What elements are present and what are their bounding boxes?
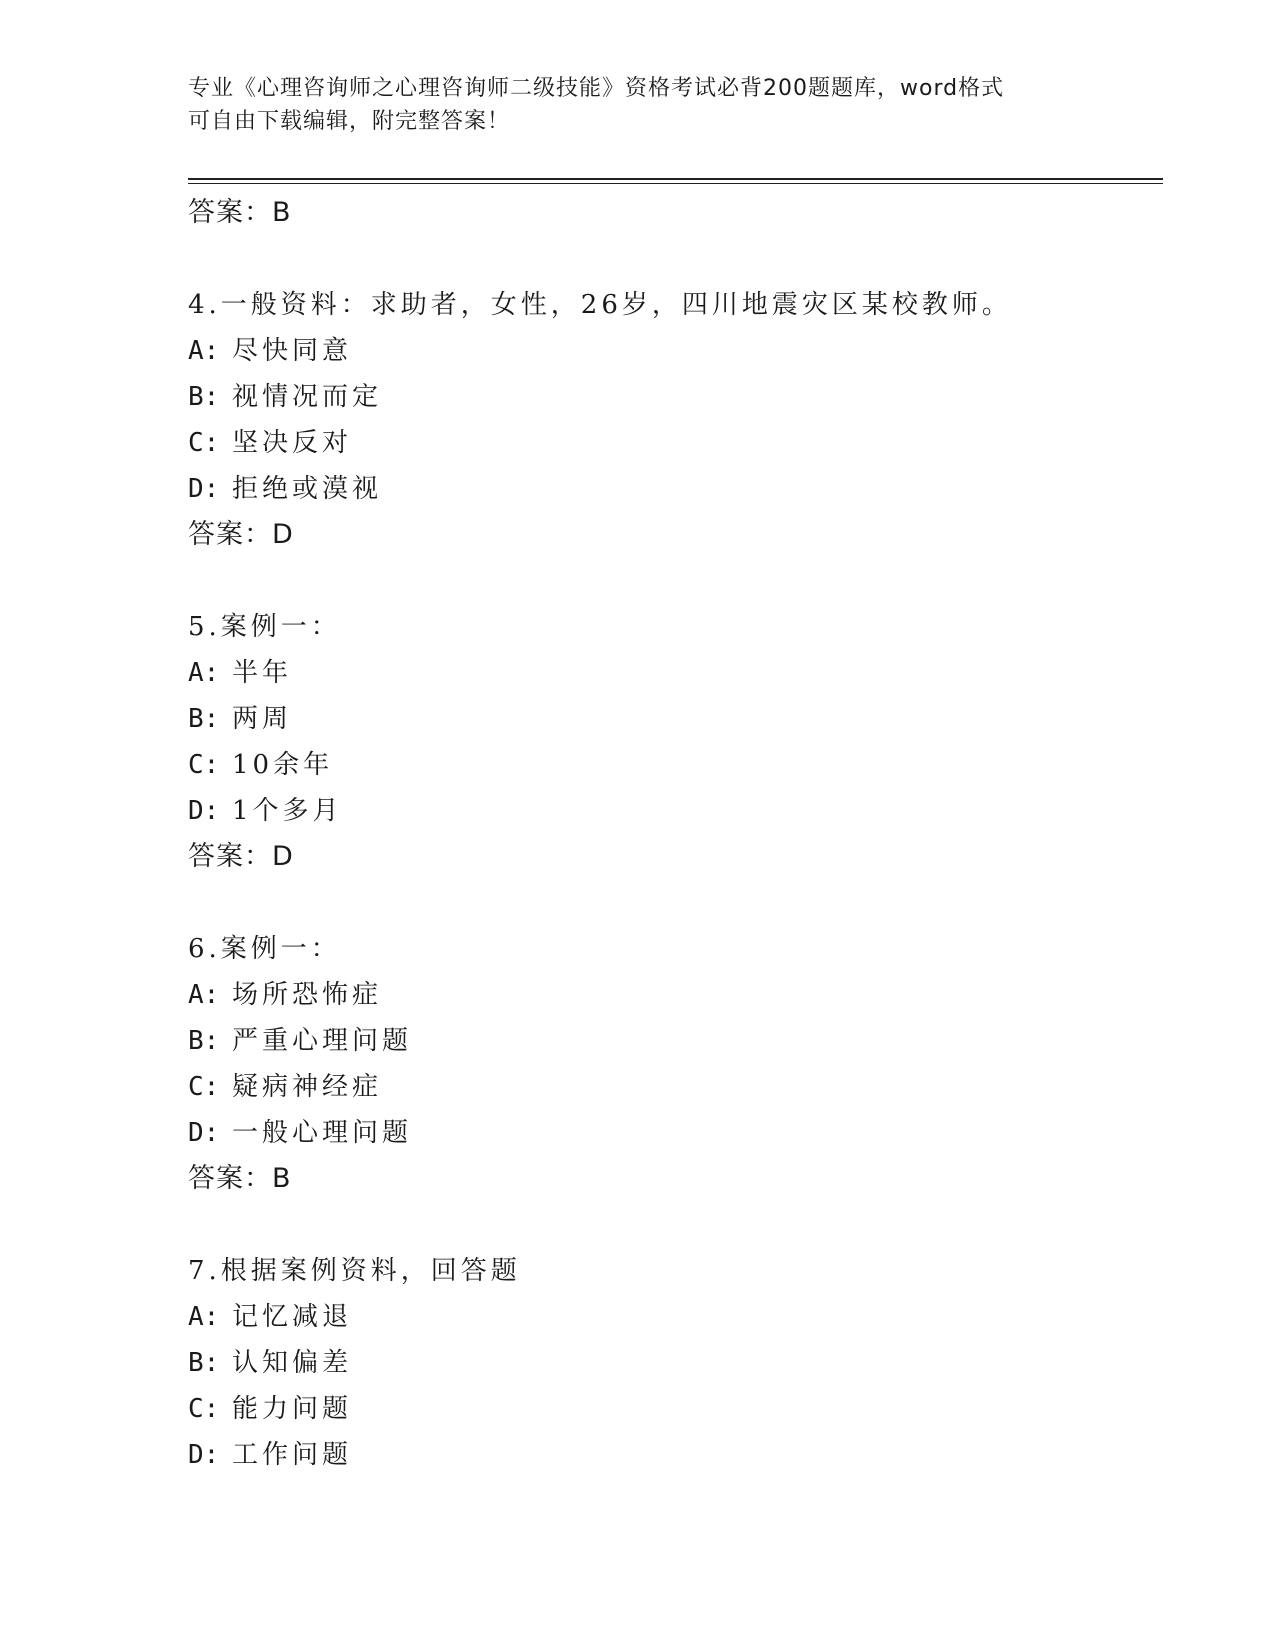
option-a [188,972,1138,1018]
option-b [188,1340,1138,1386]
option-c [188,1064,1138,1110]
spacer [188,236,1138,282]
option-letter: A: [188,336,220,366]
option-letter: C: [188,1072,220,1102]
answer-value: D [272,841,294,872]
option-b [188,696,1138,742]
option-c [188,420,1138,466]
option-a [188,1294,1138,1340]
answer-label: 答案： [188,197,272,228]
question-stem: 6.案例一： [188,934,341,964]
question-block [188,1248,1138,1478]
option-letter: B: [188,1348,220,1378]
header-divider-thick [188,178,1163,180]
option-d [188,466,1138,512]
option-text: 1个多月 [232,796,343,826]
answer-label: 答案： [188,1163,272,1194]
option-d [188,1110,1138,1156]
question-block [188,926,1138,1248]
header-line-1: 专业《心理咨询师之心理咨询师二级技能》资格考试必背200题题库，word格式 [188,76,1005,101]
spacer [188,880,1138,926]
header-divider-thin [188,183,1163,184]
option-text: 坚决反对 [232,428,353,458]
header-line-2: 可自由下载编辑，附完整答案！ [188,109,511,134]
option-text: 两周 [232,704,293,734]
answer-value: B [272,1163,292,1194]
question-stem: 7.根据案例资料，回答题 [188,1256,521,1286]
option-text: 工作问题 [232,1440,353,1470]
option-text: 半年 [232,658,293,688]
option-text: 视情况而定 [232,382,383,412]
answer-value: B [272,197,292,228]
answer-label: 答案： [188,519,272,550]
option-letter: D: [188,796,220,826]
answer-line [188,190,1138,236]
option-c [188,742,1138,788]
option-letter: D: [188,1118,220,1148]
option-b [188,1018,1138,1064]
question-stem: 5.案例一： [188,612,341,642]
option-text: 认知偏差 [232,1348,353,1378]
answer-line [188,834,1138,880]
option-b [188,374,1138,420]
option-letter: C: [188,750,220,780]
option-a [188,328,1138,374]
question-block [188,282,1138,604]
document-header [188,72,1068,138]
option-letter: C: [188,428,220,458]
option-letter: B: [188,1026,220,1056]
spacer [188,558,1138,604]
option-letter: B: [188,704,220,734]
option-letter: A: [188,658,220,688]
option-letter: D: [188,1440,220,1470]
option-text: 疑病神经症 [232,1072,383,1102]
option-text: 一般心理问题 [232,1118,413,1148]
option-letter: D: [188,474,220,504]
option-a [188,650,1138,696]
answer-value: D [272,519,294,550]
option-text: 尽快同意 [232,336,353,366]
option-text: 10余年 [232,750,334,780]
question-stem: 4.一般资料：求助者，女性，26岁，四川地震灾区某校教师。 [188,290,1012,320]
option-text: 拒绝或漠视 [232,474,383,504]
option-text: 场所恐怖症 [232,980,383,1010]
question-block [188,604,1138,926]
option-d [188,1432,1138,1478]
option-c [188,1386,1138,1432]
option-letter: A: [188,1302,220,1332]
answer-line [188,1156,1138,1202]
question-list [188,190,1138,1478]
option-d [188,788,1138,834]
option-letter: A: [188,980,220,1010]
option-letter: C: [188,1394,220,1424]
option-text: 记忆减退 [232,1302,353,1332]
option-letter: B: [188,382,220,412]
answer-label: 答案： [188,841,272,872]
answer-line [188,512,1138,558]
option-text: 严重心理问题 [232,1026,413,1056]
option-text: 能力问题 [232,1394,353,1424]
spacer [188,1202,1138,1248]
